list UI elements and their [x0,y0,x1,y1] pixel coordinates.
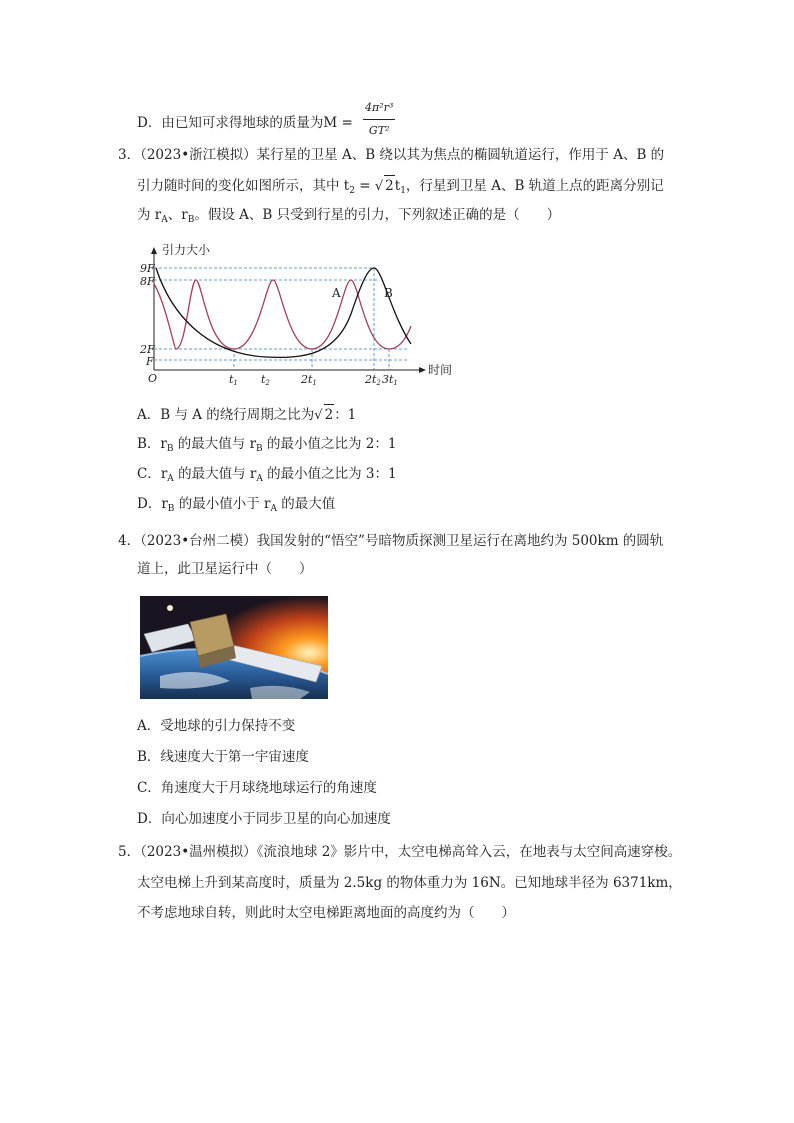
q5-line-3: 不考虑地球自转，则此时太空电梯距离地面的高度约为（ ） [137,905,515,921]
q3-line-3-mid: 、r [167,207,188,223]
rb-subscript: B [166,444,174,454]
q3-option-d-text: D．r [137,496,168,512]
q3-option-c [137,464,397,489]
q2-option-d [137,101,395,141]
q2-option-d-text: D．由已知可求得地球的质量为M = [137,115,353,131]
y-axis-arrow [151,247,157,254]
series-label-a: A [332,286,341,300]
x-tick-t2: t2 [261,373,270,387]
q4-line-2: 道上，此卫星运行中（ ） [137,561,313,577]
sqrt-radicand: 2 [384,175,395,196]
q3-option-b-mid: 的最大值与 r [173,436,257,452]
x-tick-3t1: 3t1 [382,373,398,387]
q3-line-3 [137,205,560,230]
sqrt-sign: √ [314,408,323,423]
q4-option-a: A．受地球的引力保持不变 [137,718,296,734]
force-time-chart [140,243,466,387]
x-axis-label: 时间 [428,363,453,377]
rb-subscript: B [167,504,175,514]
q3-option-c-mid: 的最大值与 r [173,466,257,482]
q3-line-3-tail: 。假设 A、B 只受到行星的引力，下列叙述正确的是（ ） [194,207,561,223]
ra-subscript: A [256,474,263,484]
q3-option-d-tail: 的最大值 [276,496,336,512]
equals: = [354,178,375,194]
q3-option-b-tail: 的最小值之比为 2：1 [262,436,397,452]
t2-subscript: 2 [349,186,355,196]
q4-option-b: B．线速度大于第一宇宙速度 [137,749,309,765]
q5-line-1: 5．（2023•温州模拟）《流浪地球 2》影片中，太空电梯高耸入云，在地表与太空间高速穿梭。 [118,844,682,860]
sqrt-sign: √ [374,179,384,194]
x-tick-2t1: 2t1 [301,373,317,387]
y-axis-label: 引力大小 [162,243,211,257]
q4-option-d: D．向心加速度小于同步卫星的向心加速度 [137,811,391,827]
series-label-b: B [384,286,393,300]
q3-line-1: 3．（2023•浙江模拟）某行星的卫星 A、B 绕以其为焦点的椭圆轨道运行，作用于 A、B 的 [118,147,665,163]
q4-option-c: C．角速度大于月球绕地球运行的角速度 [137,780,377,796]
rb-subscript: B [256,444,263,454]
q3-option-c-text: C．r [137,466,168,482]
mass-formula [363,98,395,141]
satellite-photo [140,596,328,699]
x-axis-arrow [419,367,426,373]
q3-line-2-text: 引力随时间的变化如图所示，其中 t [137,178,350,194]
x-tick-t1: t1 [229,373,238,387]
y-tick-2F: 2F [140,343,155,356]
q3-option-d-mid: 的最小值小于 r [174,496,271,512]
q3-option-c-tail: 的最小值之比为 3：1 [262,466,397,482]
q3-line-2-tail: ，行星到卫星 A、B 轨道上点的距离分别记 [405,178,664,194]
q3-line-2 [137,175,664,201]
origin-label: O [148,372,158,385]
q4-line-1: 4．（2023•台州二模）我国发射的“悟空”号暗物质探测卫星运行在离地约为 500km 的圆轨 [118,533,664,549]
ra-subscript: A [161,215,168,225]
x-tick-2t2: 2t2 [365,373,381,387]
q3-option-d [137,494,335,519]
q3-line-3-text: 为 r [137,207,162,223]
ra-subscript: A [270,504,277,514]
q3-option-b-text: B．r [137,436,167,452]
mass-formula-denominator: GT² [368,124,390,137]
q3-option-a [137,404,356,426]
y-tick-F: F [146,355,154,368]
sqrt-radicand: 2 [324,404,335,425]
q5-line-2: 太空电梯上升到某高度时，质量为 2.5kg 的物体重力为 16N。已知地球半径为 6371km， [137,875,682,891]
t1-symbol: t [394,178,401,194]
mass-formula-numerator: 4π²r³ [363,98,395,120]
q3-option-b [137,434,396,459]
y-tick-9F: 9F [140,262,155,275]
q3-option-a-tail: ：1 [334,407,357,423]
ra-subscript: A [167,474,174,484]
t1-subscript: 1 [400,186,406,196]
rb-subscript: B [187,215,195,225]
curve-a [154,280,411,349]
y-tick-8F: 8F [140,275,155,288]
q3-option-a-text: A．B 与 A 的绕行周期之比为 [137,407,315,423]
